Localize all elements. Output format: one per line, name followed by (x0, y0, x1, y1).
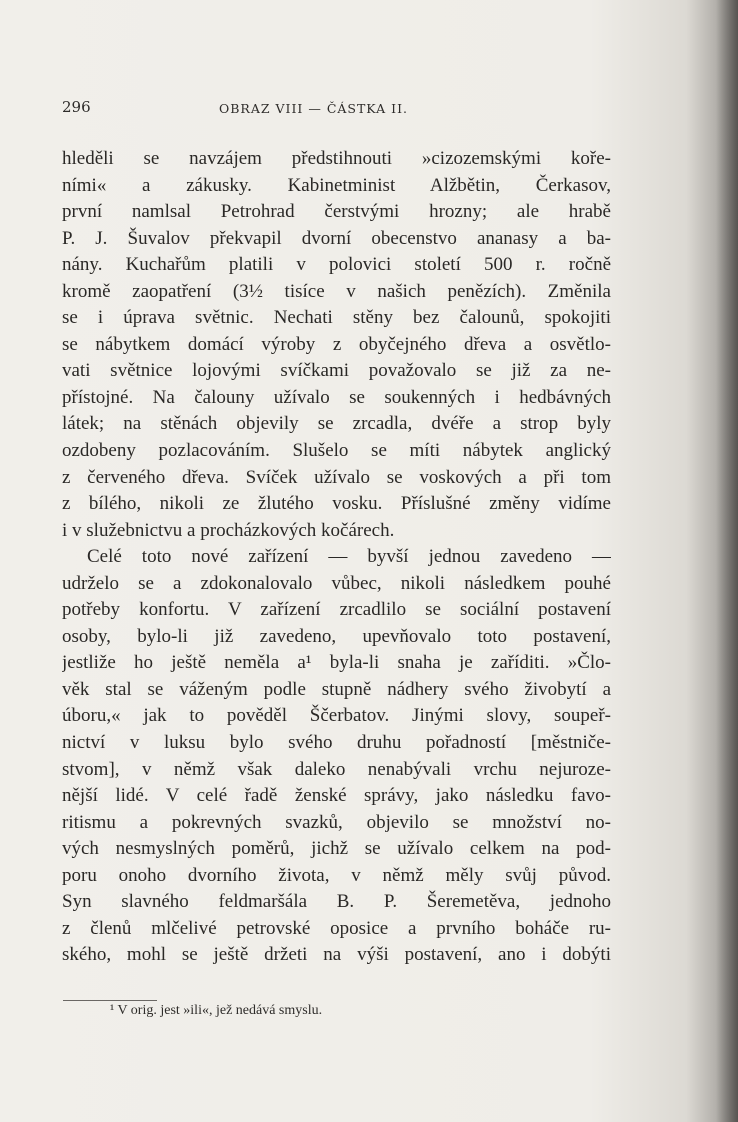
text-line: ními« a zákusky. Kabinetminist Alžbětin, Čerkasov, (62, 174, 611, 196)
text-line: věk stal se váženým podle stupně nádhery svého živobytí a (62, 678, 611, 700)
text-line: z členů mlčelivé petrovské oposice a prvního boháče ru- (62, 917, 611, 939)
text-line: kromě zaopatření (3½ tisíce v našich penězích). Změnila (62, 280, 611, 302)
text-line: nější lidé. V celé řadě ženské správy, jako následku favo- (62, 785, 611, 807)
paragraph-last-line: i v služebnictvu a procházkových kočárech. (62, 519, 395, 541)
footnote-divider (63, 1000, 157, 1001)
text-line: nány. Kuchařům platili v polovici století 500 r. ročně (62, 254, 611, 276)
page-number: 296 (62, 98, 91, 116)
text-line: se nábytkem domácí výroby z obyčejného dřeva a osvětlo- (62, 333, 611, 355)
text-line: látek; na stěnách objevily se zrcadla, dvéře a strop byly (62, 413, 611, 435)
text-line: hleděli se navzájem předstihnouti »cizozemskými koře- (62, 148, 611, 169)
running-head: OBRAZ VIII — ČÁSTKA II. (219, 101, 408, 116)
text-line: jestliže ho ještě neměla a¹ byla-li snaha je zaříditi. »Člo- (62, 652, 611, 674)
footnote: ¹ V orig. jest »ili«, jež nedává smyslu. (110, 1003, 323, 1018)
text-line: osoby, bylo-li již zavedeno, upevňovalo toto postavení, (62, 625, 611, 647)
text-line: udrželo se a zdokonalovalo vůbec, nikoli následkem pouhé (62, 572, 611, 594)
text-line: poru onoho dvorního života, v němž měly svůj původ. (62, 864, 611, 886)
text-line: se i úprava světnic. Nechati stěny bez čalounů, spokojiti (62, 307, 611, 329)
text-line: vati světnice lojovými svíčkami považovalo se již za ne- (62, 360, 611, 382)
text-line: první namlsal Petrohrad čerstvými hrozny; ale hrabě (62, 201, 611, 223)
page-gutter-shadow (716, 0, 738, 1122)
text-line: stvom], v němž však daleko nenabývali vrchu nejuroze- (62, 758, 611, 780)
text-line: přístojné. Na čalouny užívalo se soukenných i hedbávných (62, 386, 611, 408)
text-line: úboru,« jak to pověděl Ščerbatov. Jinými slovy, soupeř- (62, 705, 611, 727)
text-line: P. J. Šuvalov překvapil dvorní obecenstvo ananasy a ba- (62, 227, 611, 249)
page-header (62, 98, 602, 120)
text-line: ozdobeny pozlacováním. Slušelo se míti nábytek anglický (62, 440, 611, 462)
body-text (62, 146, 611, 969)
text-line: vých nesmyslných poměrů, jichž se užívalo celkem na pod- (62, 838, 611, 860)
text-line: potřeby konfortu. V zařízení zrcadlilo se sociální postavení (62, 599, 611, 621)
text-line: Syn slavného feldmaršála B. P. Šeremetěva, jednoho (62, 891, 611, 913)
text-line: z bílého, nikoli ze žlutého vosku. Příslušné změny vidíme (62, 493, 611, 515)
text-line: ského, mohl se ještě držeti na výši postavení, ano i dobýti (62, 944, 611, 966)
text-line: ritismu a pokrevných svazků, objevilo se množství no- (62, 811, 611, 833)
paragraph-first-line: Celé toto nové zařízení — byvší jednou zavedeno — (87, 546, 611, 568)
text-line: z červeného dřeva. Svíček užívalo se voskových a při tom (62, 466, 611, 488)
text-line: nictví v luksu bylo svého druhu pořadností [městniče- (62, 732, 611, 754)
